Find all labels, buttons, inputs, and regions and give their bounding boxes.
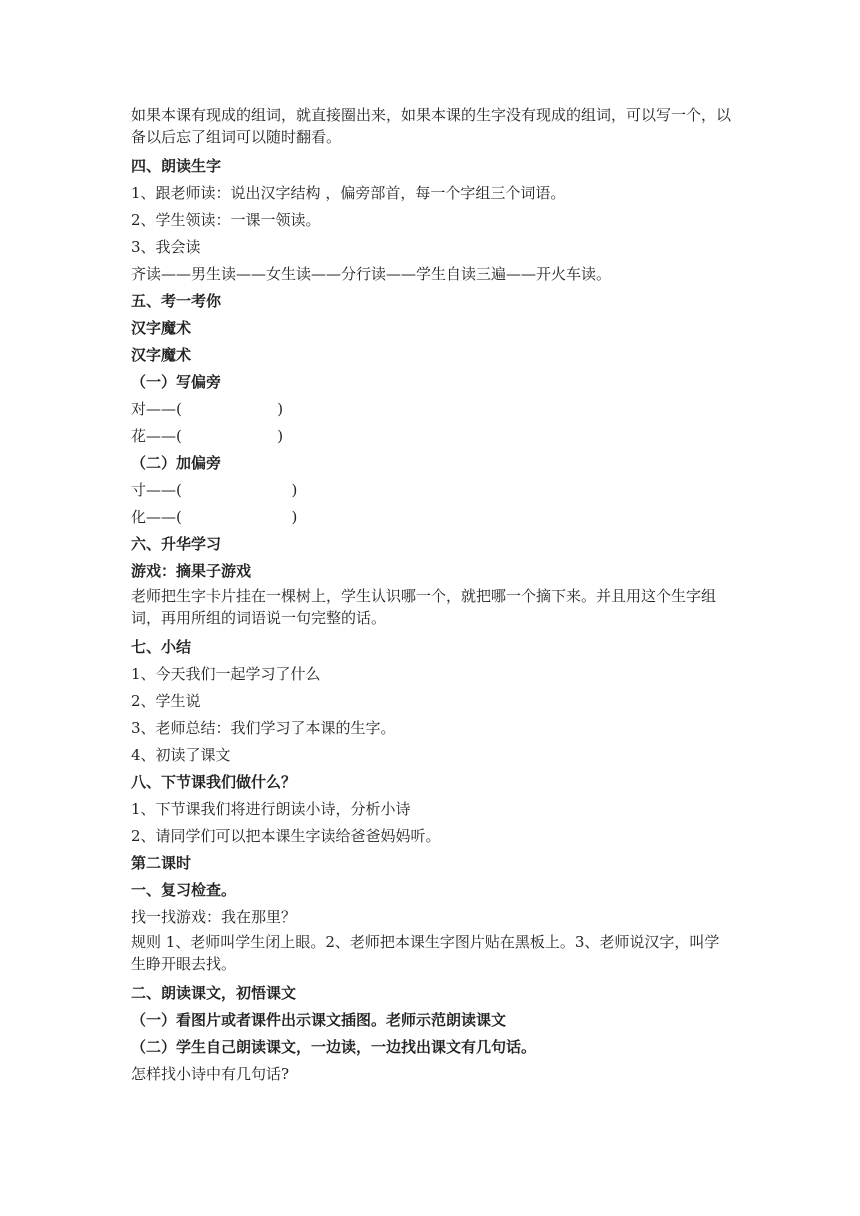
heading-section-8: 八、下节课我们做什么？	[131, 773, 297, 791]
paragraph-combine-words: 如果本课有现成的组词，就直接圈出来，如果本课的生字没有现成的组词，可以写一个，以备以后忘了组词可以随时翻看。	[131, 106, 732, 146]
heading-section-4: 四、朗读生字	[131, 157, 222, 175]
subheading: （一）看图片或者课件出示课文插图。老师示范朗读课文	[131, 1011, 507, 1029]
text-line: 1、跟老师读：说出汉字结构 ，偏旁部首，每一个字组三个词语。	[131, 184, 566, 202]
text-line: 2、学生领读：一课一领读。	[131, 211, 321, 229]
text-line: 1、下节课我们将进行朗读小诗，分析小诗	[131, 800, 411, 818]
paragraph-game: 老师把生字卡片挂在一棵树上，学生认识哪一个，就把哪一个摘下来。并且用这个生字组词，再用所组的词语说一句完整的话。	[131, 587, 717, 627]
exercise-line: 对——( )	[131, 400, 284, 418]
exercise-line: 化——( )	[131, 508, 298, 526]
subheading: 汉字魔术	[131, 319, 192, 337]
subheading: （二）加偏旁	[131, 454, 222, 472]
text-line: 找一找游戏：我在那里？	[131, 908, 297, 926]
text-line: 2、学生说	[131, 692, 201, 710]
text-line: 1、今天我们一起学习了什么	[131, 665, 321, 683]
document-page	[131, 104, 733, 1088]
heading-read-text: 二、朗读课文，初悟课文	[131, 984, 297, 1002]
paragraph-rules: 规则 1、老师叫学生闭上眼。2、老师把本课生字图片贴在黑板上。3、老师说汉字，叫学生睁开眼去找。	[131, 933, 720, 973]
heading-section-5: 五、考一考你	[131, 292, 222, 310]
text-line: 2、请同学们可以把本课生字读给爸爸妈妈听。	[131, 827, 441, 845]
text-line: 3、我会读	[131, 238, 201, 256]
text-line: 怎样找小诗中有几句话?	[131, 1065, 290, 1083]
subheading: 汉字魔术	[131, 346, 192, 364]
subheading: （一）写偏旁	[131, 373, 222, 391]
text-line: 3、老师总结：我们学习了本课的生字。	[131, 719, 396, 737]
heading-review: 一、复习检查。	[131, 881, 237, 899]
text-line: 齐读——男生读——女生读——分行读——学生自读三遍——开火车读。	[131, 265, 612, 283]
text-line: 4、初读了课文	[131, 746, 231, 764]
subheading: （二）学生自己朗读课文，一边读，一边找出课文有几句话。	[131, 1038, 537, 1056]
exercise-line: 花——( )	[131, 427, 284, 445]
heading-lesson-2: 第二课时	[131, 854, 192, 872]
heading-section-7: 七、小结	[131, 638, 192, 656]
exercise-line: 寸——( )	[131, 481, 298, 499]
subheading: 游戏：摘果子游戏	[131, 562, 252, 580]
heading-section-6: 六、升华学习	[131, 535, 222, 553]
